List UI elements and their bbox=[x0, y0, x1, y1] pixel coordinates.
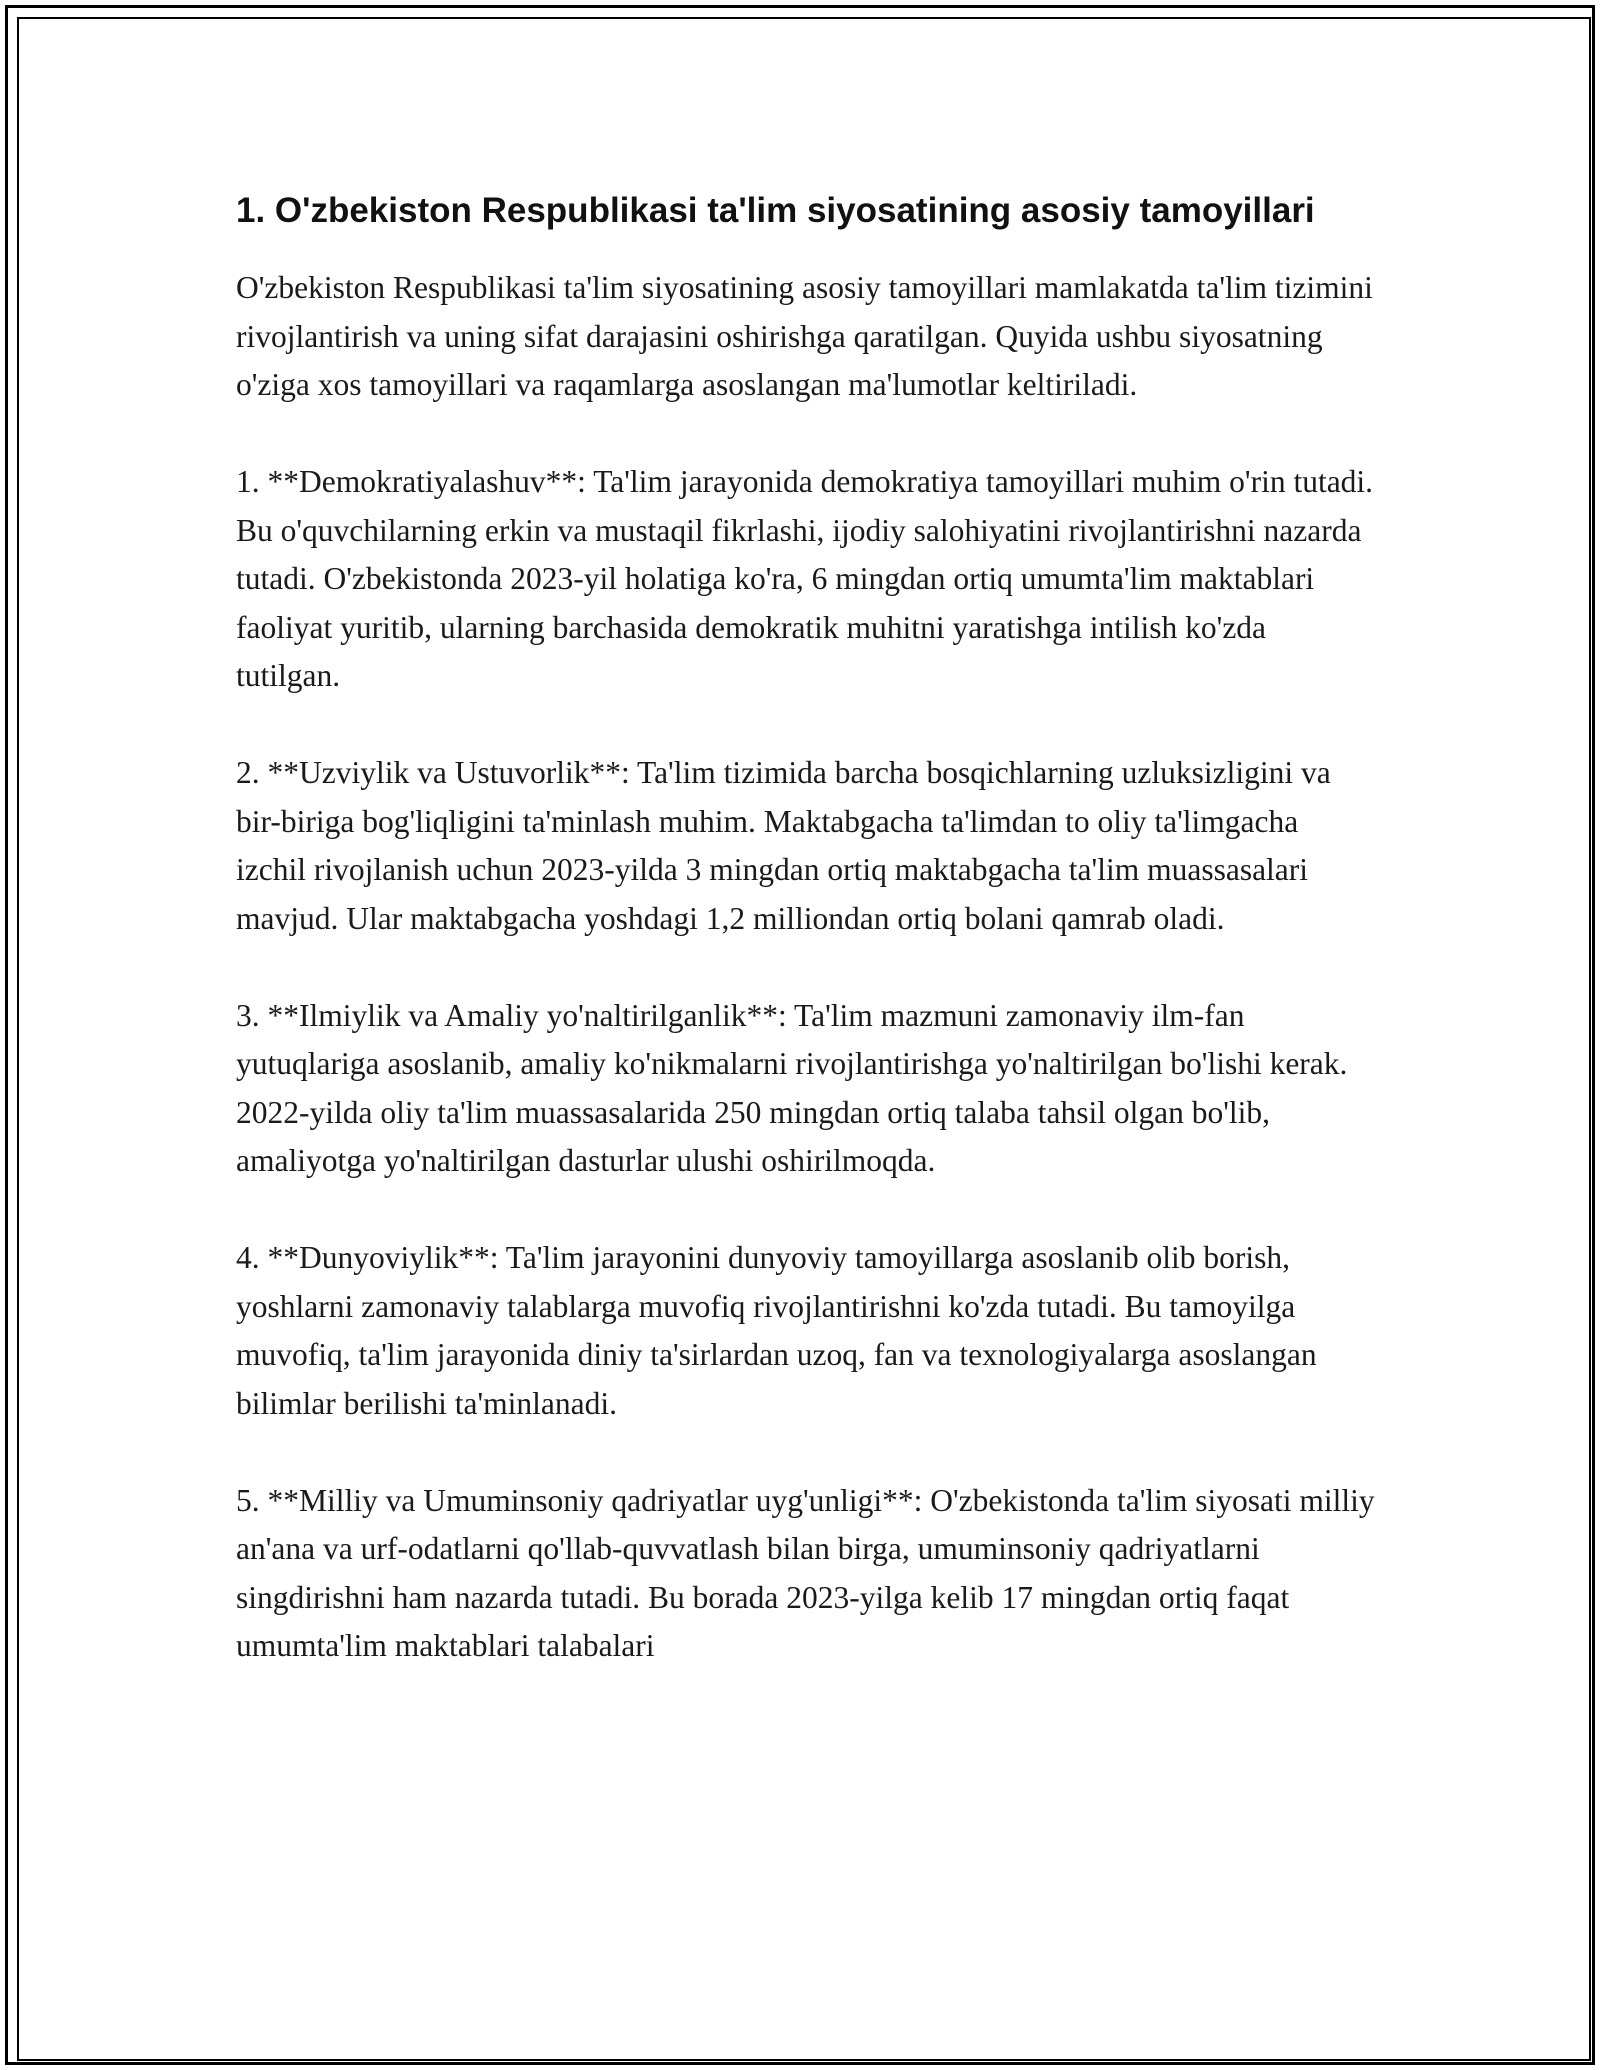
principle-secularism-paragraph: 4. **Dunyoviylik**: Ta'lim jarayonini dunyoviy tamoyillarga asoslanib olib borish, yoshlarni zamonaviy talablarga muvofiq rivojlantirishni ko'zda tutadi. Bu tamoyilga muvofiq, ta'lim jarayonida diniy ta'sirlardan uzoq, fan va texnologiyalarga asoslangan bilimlar berilishi ta'minlanadi. bbox=[236, 1240, 1317, 1421]
principle-democratization-paragraph: 1. **Demokratiyalashuv**: Ta'lim jarayonida demokratiya tamoyillari muhim o'rin tutadi. Bu o'quvchilarning erkin va mustaqil fikrlashi, ijodiy salohiyatini rivojlantirishni nazarda tutadi. O'zbekistonda 2023-yil holatiga ko'ra, 6 mingdan ortiq umumta'lim maktablari faoliyat yuritib, ularning barchasida demokratik muhitni yaratishga intilish ko'zda tutilgan. bbox=[236, 464, 1374, 693]
intro-paragraph: O'zbekiston Respublikasi ta'lim siyosatining asosiy tamoyillari mamlakatda ta'lim tizimini rivojlantirish va uning sifat darajasini oshirishga qaratilgan. Quyida ushbu siyosatning o'ziga xos tamoyillari va raqamlarga asoslangan ma'lumotlar keltiriladi. bbox=[236, 270, 1373, 402]
document-body bbox=[236, 186, 1376, 1719]
section-heading: 1. O'zbekiston Respublikasi ta'lim siyosatining asosiy tamoyillari bbox=[236, 191, 1315, 230]
principle-continuity-paragraph: 2. **Uzviylik va Ustuvorlik**: Ta'lim tizimida barcha bosqichlarning uzluksizligini va bir-biriga bog'liqligini ta'minlash muhim. Maktabgacha ta'limdan to oliy ta'limgacha izchil rivojlanish uchun 2023-yilda 3 mingdan ortiq maktabgacha ta'lim muassasalari mavjud. Ular maktabgacha yoshdagi 1,2 milliondan ortiq bolani qamrab oladi. bbox=[236, 755, 1331, 936]
principle-scientific-practical-paragraph: 3. **Ilmiylik va Amaliy yo'naltirilganlik**: Ta'lim mazmuni zamonaviy ilm-fan yutuqlariga asoslanib, amaliy ko'nikmalarni rivojlantirishga yo'naltirilgan bo'lishi kerak. 2022-yilda oliy ta'lim muassasalarida 250 mingdan ortiq talaba tahsil olgan bo'lib, amaliyotga yo'naltirilgan dasturlar ulushi oshirilmoqda. bbox=[236, 997, 1348, 1178]
principle-national-universal-values-paragraph: 5. **Milliy va Umuminsoniy qadriyatlar uyg'unligi**: O'zbekistonda ta'lim siyosati milliy an'ana va urf-odatlarni qo'llab-quvvatlash bilan birga, umuminsoniy qadriyatlarni singdirishni ham nazarda tutadi. Bu borada 2023-yilga kelib 17 mingdan ortiq faqat umumta'lim maktablari talabalari bbox=[236, 1482, 1375, 1663]
